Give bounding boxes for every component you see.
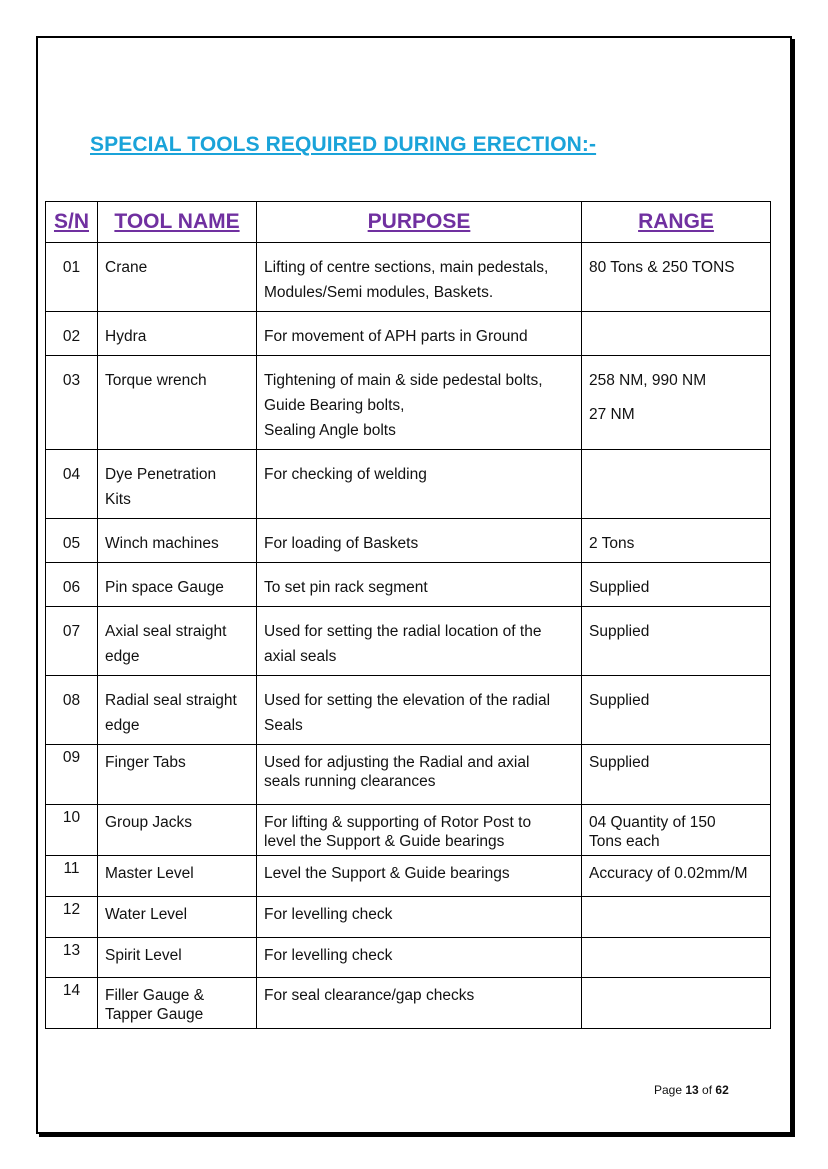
range-cell-line: Supplied (589, 579, 650, 596)
range-cell (582, 607, 770, 650)
range-cell-line: Supplied (589, 623, 650, 640)
range-cell-line: 80 Tons & 250 TONS (589, 259, 735, 276)
range-cell (582, 312, 770, 330)
purpose-cell (257, 676, 581, 744)
purpose-cell (257, 563, 581, 606)
purpose-cell-line: Tightening of main & side pedestal bolts, (264, 372, 543, 389)
sn-cell: 03 (62, 372, 81, 389)
purpose-cell-line: axial seals (264, 648, 337, 665)
tool-name-cell-line: Winch machines (105, 535, 219, 552)
tool-name-cell-line: Spirit Level (105, 947, 182, 964)
range-cell (582, 356, 770, 433)
range-cell (582, 856, 770, 887)
purpose-cell (257, 938, 581, 969)
range-cell (582, 745, 770, 776)
purpose-cell-line: Lifting of centre sections, main pedestals, (264, 259, 549, 276)
table-row (46, 897, 771, 938)
table-row (46, 978, 771, 1029)
range-cell (582, 897, 770, 909)
tool-name-cell-line: Finger Tabs (105, 754, 186, 771)
sn-cell: 09 (62, 749, 81, 766)
tool-name-cell (98, 856, 256, 887)
table-row (46, 243, 771, 312)
tool-name-cell (98, 519, 256, 562)
sn-cell: 07 (62, 623, 81, 640)
sn-cell: 06 (62, 579, 81, 596)
purpose-cell (257, 312, 581, 355)
tool-name-cell (98, 356, 256, 399)
purpose-cell-line: Level the Support & Guide bearings (264, 865, 510, 882)
table-header-row (46, 202, 771, 243)
header-range: RANGE (582, 202, 771, 243)
table-row (46, 607, 771, 676)
range-cell (582, 450, 770, 468)
purpose-cell-line: Modules/Semi modules, Baskets. (264, 284, 494, 301)
purpose-cell (257, 607, 581, 675)
tool-name-cell (98, 312, 256, 355)
purpose-cell-line: Used for setting the elevation of the radial (264, 692, 551, 709)
purpose-cell (257, 805, 581, 855)
tool-name-cell-line: Pin space Gauge (105, 579, 224, 596)
range-cell (582, 676, 770, 719)
tool-name-cell-line: Torque wrench (105, 372, 207, 389)
table-row (46, 856, 771, 897)
table-row (46, 805, 771, 856)
purpose-cell-line: Used for setting the radial location of the (264, 623, 542, 640)
purpose-cell (257, 243, 581, 311)
purpose-cell-line: For loading of Baskets (264, 535, 419, 552)
purpose-cell (257, 450, 581, 493)
tool-name-cell-line: edge (105, 648, 140, 665)
range-cell-line: Supplied (589, 692, 650, 709)
tool-name-cell-line: Tapper Gauge (105, 1006, 204, 1023)
purpose-cell-line: For lifting & supporting of Rotor Post to (264, 814, 532, 831)
range-cell (582, 805, 770, 855)
purpose-cell-line: Guide Bearing bolts, (264, 397, 405, 414)
sn-cell: 02 (62, 328, 81, 345)
purpose-cell-line: Sealing Angle bolts (264, 422, 396, 439)
range-cell (582, 243, 770, 286)
range-cell-line: 2 Tons (589, 535, 635, 552)
sn-cell: 10 (62, 809, 81, 826)
range-cell (582, 978, 770, 990)
tool-name-cell (98, 607, 256, 675)
header-tool-name: TOOL NAME (98, 202, 257, 243)
range-cell-line: Accuracy of 0.02mm/M (589, 865, 748, 882)
tool-name-cell-line: edge (105, 717, 140, 734)
range-cell-line: Tons each (589, 833, 660, 850)
purpose-cell (257, 519, 581, 562)
purpose-cell (257, 356, 581, 449)
range-cell (582, 563, 770, 606)
sn-cell: 13 (62, 942, 81, 959)
purpose-cell-line: For movement of APH parts in Ground (264, 328, 528, 345)
tool-name-cell-line: Dye Penetration (105, 466, 217, 483)
tool-name-cell (98, 938, 256, 969)
tool-name-cell (98, 563, 256, 606)
table-row (46, 563, 771, 607)
tool-name-cell-line: Master Level (105, 865, 194, 882)
purpose-cell (257, 897, 581, 928)
range-cell-line: 258 NM, 990 NM (589, 372, 707, 389)
table-row (46, 356, 771, 450)
tool-name-cell-line: Group Jacks (105, 814, 193, 831)
sn-cell: 01 (62, 259, 81, 276)
tool-name-cell (98, 450, 256, 518)
range-cell (582, 938, 770, 950)
table-row (46, 938, 771, 978)
tool-name-cell (98, 676, 256, 744)
page-number: Page 13 of 62 (654, 1083, 729, 1097)
purpose-cell-line: For seal clearance/gap checks (264, 987, 475, 1004)
range-cell-line: 04 Quantity of 150 (589, 814, 716, 831)
tool-name-cell-line: Hydra (105, 328, 147, 345)
tool-name-cell-line: Radial seal straight (105, 692, 237, 709)
purpose-cell-line: For levelling check (264, 947, 393, 964)
sn-cell: 12 (62, 901, 81, 918)
header-purpose: PURPOSE (257, 202, 582, 243)
tool-name-cell-line: Kits (105, 491, 131, 508)
tool-name-cell (98, 805, 256, 836)
sn-cell: 11 (63, 860, 80, 877)
table-row (46, 676, 771, 745)
header-sn: S/N (46, 202, 98, 243)
sn-cell: 04 (62, 466, 81, 483)
table-row (46, 519, 771, 563)
tool-name-cell-line: Crane (105, 259, 148, 276)
range-cell (582, 519, 770, 562)
purpose-cell-line: seals running clearances (264, 773, 436, 790)
tool-name-cell (98, 745, 256, 776)
page-title: SPECIAL TOOLS REQUIRED DURING ERECTION:- (90, 133, 597, 156)
tool-name-cell-line: Filler Gauge & (105, 987, 205, 1004)
tool-name-cell (98, 978, 256, 1028)
purpose-cell-line: level the Support & Guide bearings (264, 833, 505, 850)
purpose-cell (257, 745, 581, 795)
sn-cell: 05 (62, 535, 81, 552)
tool-name-cell-line: Water Level (105, 906, 188, 923)
tool-name-cell-line: Axial seal straight (105, 623, 227, 640)
range-cell-line: Supplied (589, 754, 650, 771)
purpose-cell-line: To set pin rack segment (264, 579, 428, 596)
sn-cell: 08 (62, 692, 81, 709)
purpose-cell (257, 978, 581, 1009)
tool-name-cell (98, 243, 256, 286)
range-cell-line: 27 NM (589, 406, 635, 423)
sn-cell: 14 (62, 982, 81, 999)
tool-name-cell (98, 897, 256, 928)
table-row (46, 312, 771, 356)
tools-table (45, 201, 771, 1029)
purpose-cell-line: For levelling check (264, 906, 393, 923)
purpose-cell-line: Used for adjusting the Radial and axial (264, 754, 530, 771)
table-row (46, 450, 771, 519)
purpose-cell (257, 856, 581, 887)
purpose-cell-line: For checking of welding (264, 466, 427, 483)
table-row (46, 745, 771, 805)
purpose-cell-line: Seals (264, 717, 303, 734)
